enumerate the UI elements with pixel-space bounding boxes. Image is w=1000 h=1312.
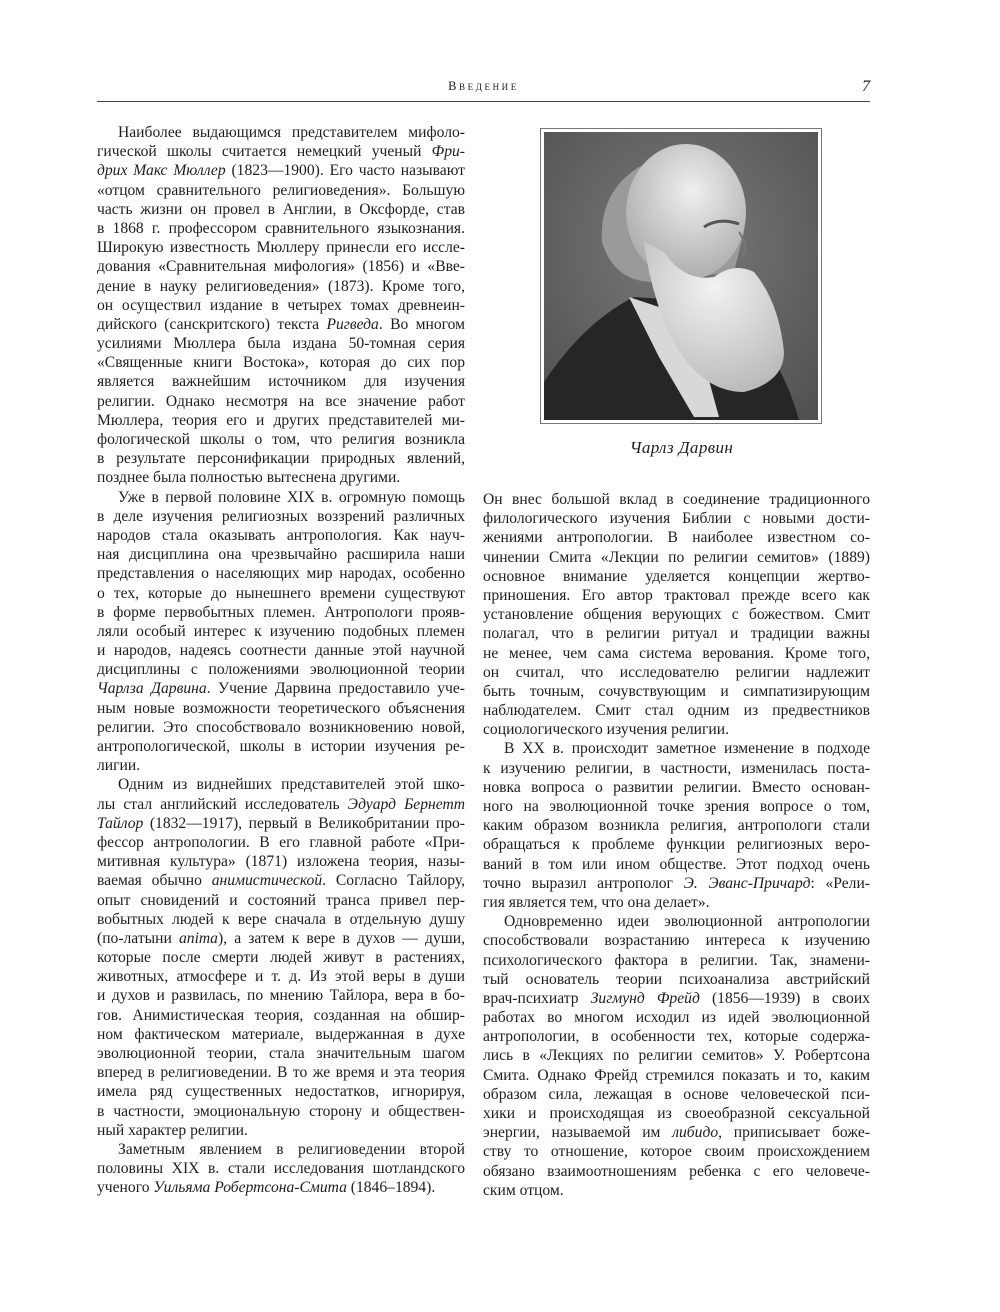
text-run: полагал, что в религии ритуал и традиции важны	[483, 625, 870, 643]
italic-text-run: анимистической	[211, 872, 323, 890]
section-title: Введение	[448, 79, 519, 93]
text-run: ляли особый интерес к изучению подобных племен	[97, 622, 465, 640]
text-run: быть точным, сочувствующим и симпатизирующим	[483, 682, 870, 700]
text-line	[483, 624, 870, 643]
text-run: в 1868 г. профессором сравнительного языкознания.	[97, 219, 465, 237]
paragraph	[97, 123, 465, 488]
text-run: к изучению религии, в частности, изменилась поста-	[483, 759, 870, 777]
text-line	[97, 238, 465, 257]
paragraph	[483, 490, 870, 739]
text-line	[483, 874, 870, 893]
text-run: ным новые возможности теоретического объяснения	[97, 699, 465, 717]
text-line	[483, 644, 870, 663]
text-run: представления о населяющих мир народах, особенно	[97, 565, 465, 583]
text-run: дийского (санскритского) текста	[97, 315, 327, 333]
text-line	[483, 970, 870, 989]
text-line	[97, 315, 465, 334]
text-run: ), а затем к вере в духов — души,	[217, 929, 465, 947]
text-run: (1856—1939) в своих	[699, 989, 871, 1007]
text-run: Мюллера, теория его и других представителей ми-	[97, 411, 465, 429]
running-head	[97, 79, 870, 102]
text-run: эволюционной теории, стала значительным шагом	[97, 1045, 465, 1062]
text-line	[97, 967, 465, 986]
text-line	[483, 1181, 870, 1200]
italic-text-run: anima	[178, 929, 218, 947]
text-line	[97, 296, 465, 315]
text-run: работах во многом исходил из идей эволюционной	[483, 1009, 870, 1027]
text-run: жениями антропологии. В наиболее известном со-	[483, 529, 870, 547]
text-run: часть жизни он провел в Англии, в Оксфорде, став	[97, 200, 465, 218]
text-run: хики и происходящая из своеобразной сексуальной	[483, 1105, 870, 1122]
text-line	[97, 181, 465, 200]
text-run: ном фактическом материале, выдержанная в духе	[97, 1025, 465, 1043]
figure-caption: Чарлз Дарвин	[629, 438, 734, 457]
text-line	[97, 430, 465, 449]
text-run: в форме первобытных племен. Антропологи прояв-	[97, 603, 465, 621]
text-run: дования «Сравнительная мифология» (1856) и «Вве-	[97, 258, 465, 276]
text-run: лы стал английский исследователь	[97, 795, 348, 813]
text-run: дение в науку религиоведения» (1873). Кроме того,	[97, 277, 465, 295]
text-line	[97, 584, 465, 603]
text-line	[97, 1121, 465, 1140]
text-run: Одновременно идеи эволюционной антропологии	[504, 913, 870, 931]
text-run: в результате персонификации природных явлений,	[97, 450, 465, 468]
text-run: образом сила, лежащая в основе человеческой пси-	[483, 1085, 870, 1103]
text-line	[97, 449, 465, 468]
text-run: социологического изучения религии.	[483, 721, 730, 739]
text-run: антропологической, школы в истории изучения ре-	[97, 738, 465, 755]
text-line	[97, 1082, 465, 1101]
text-run: дисциплины с положениями эволюционной теории	[97, 661, 465, 679]
text-line	[483, 797, 870, 816]
text-run: . Учение Дарвина предоставило уче-	[206, 680, 465, 698]
text-run: ная дисциплина она чрезвычайно расширила наши	[97, 546, 465, 564]
text-run: и народов, надеясь соотнести данные этой научной	[97, 642, 465, 660]
text-line	[483, 1027, 870, 1046]
text-run: о тех, которые до нынешнего времени существуют	[97, 584, 465, 602]
text-line	[483, 663, 870, 682]
text-run: энергии, называемой им	[483, 1124, 673, 1142]
text-line	[97, 603, 465, 622]
italic-text-run: Зигмунд Фрейд	[590, 989, 700, 1007]
paragraph	[97, 775, 465, 1140]
text-line	[97, 411, 465, 430]
text-run: является важнейшим источником для изучения	[97, 373, 465, 391]
text-line	[97, 718, 465, 737]
text-line	[97, 852, 465, 871]
text-line	[97, 756, 465, 775]
text-run: ученого	[97, 1179, 154, 1197]
italic-text-run: Фри-	[431, 143, 465, 161]
text-run: фологической школы о том, что религия возникла	[97, 431, 465, 448]
paragraph	[483, 912, 870, 1200]
text-run: способствовали возрастанию интереса к изучению	[483, 932, 870, 950]
paragraph	[97, 488, 465, 776]
text-line	[97, 507, 465, 526]
italic-text-run: Э. Эванс-Причард	[683, 874, 811, 892]
text-line	[97, 334, 465, 353]
text-line	[97, 1025, 465, 1044]
text-run: «отцом сравнительного религиоведения». Большую	[97, 181, 465, 199]
text-run: ного на эволюционной точке зрения вопросе о том,	[483, 798, 870, 815]
text-line	[97, 871, 465, 890]
text-run: митивная культура» (1871) изложена теория, назы-	[97, 853, 465, 871]
text-run: установление общения верующих с божеством. Смит	[483, 606, 870, 624]
text-line	[483, 855, 870, 874]
text-run: психологического фактора в религии. Так, знамени-	[483, 951, 870, 969]
text-run: не менее, чем сама система верования. Кроме того,	[483, 644, 870, 662]
text-run: гов. Анимистическая теория, созданная на обшир-	[97, 1006, 465, 1024]
italic-text-run: Чарлза Дарвина	[97, 680, 207, 698]
text-run: (1823—1900). Его часто называют	[225, 162, 465, 180]
text-run: религии. Это способствовало возникновению новой,	[97, 718, 465, 736]
text-line	[483, 931, 870, 950]
text-run: обращаться к проблеме функции религиозных веро-	[483, 836, 870, 854]
text-run: каким образом возникла религия, антропологи стали	[483, 817, 870, 835]
text-run: которые после смерти людей живут в растениях,	[97, 949, 465, 967]
text-line	[483, 1066, 870, 1085]
italic-text-run: Ригведа	[326, 315, 379, 333]
text-run: Наиболее выдающимся представителем мифоло-	[118, 124, 465, 141]
text-run: наблюдателем. Смит стал одним из предвестников	[483, 702, 870, 720]
text-run: народов стала оказывать антропология. Как науч-	[97, 526, 465, 544]
text-line	[97, 814, 465, 833]
text-run: половины XIX в. стали исследования шотландского	[97, 1160, 465, 1178]
text-line	[97, 392, 465, 411]
portrait-photo	[544, 132, 818, 420]
text-line	[97, 219, 465, 238]
italic-text-run: Эдуард Бернетт	[347, 795, 465, 813]
text-line	[483, 701, 870, 720]
text-run: Заметным явлением в религиоведении второй	[118, 1140, 465, 1158]
text-line	[483, 739, 870, 758]
text-line	[483, 548, 870, 567]
text-run: фессор антропологии. В его главной работе «При-	[97, 833, 465, 851]
text-line	[483, 1104, 870, 1123]
text-run: . Согласно Тайлору,	[322, 872, 465, 890]
text-run: основное внимание уделяется концепции жертво-	[483, 567, 870, 585]
text-run: В XX в. происходит заметное изменение в подходе	[504, 740, 870, 758]
text-line	[483, 816, 870, 835]
text-line	[97, 948, 465, 967]
text-run: Он внес большой вклад в соединение традиционного	[483, 491, 870, 508]
left-column	[97, 123, 465, 1198]
text-run: «Священные книги Востока», которая до сих пор	[97, 354, 465, 372]
text-line	[97, 468, 465, 487]
text-line	[97, 372, 465, 391]
text-line	[483, 912, 870, 931]
text-run: (1832—1917), первый в Великобритании про-	[143, 814, 465, 832]
text-line	[97, 257, 465, 276]
text-line	[483, 720, 870, 739]
text-line	[97, 737, 465, 756]
text-line	[97, 123, 465, 142]
text-line	[97, 660, 465, 679]
text-run: ским отцом.	[483, 1181, 564, 1199]
text-line	[483, 605, 870, 624]
text-run: он осуществил издание в четырех томах древнеин-	[97, 296, 465, 314]
text-line	[97, 622, 465, 641]
text-run: (по-латыни	[97, 929, 179, 947]
text-line	[97, 1063, 465, 1082]
text-run: имела ряд существенных недостатков, игнорируя,	[97, 1083, 465, 1101]
text-line	[97, 1006, 465, 1025]
text-line	[97, 1140, 465, 1159]
text-line	[97, 1102, 465, 1121]
text-line	[483, 567, 870, 586]
text-line	[483, 989, 870, 1008]
text-run: Широкую известность Мюллеру принесли его иссле-	[97, 239, 465, 257]
text-run: вобытных людей к вере сначала в отдельную душу	[97, 910, 465, 928]
text-line	[483, 778, 870, 797]
text-run: вперед в религиоведении. В то же время и эта теория	[97, 1064, 465, 1082]
text-run: и духов и развилась, по мнению Тайлора, вера в бо-	[97, 987, 465, 1005]
text-line	[483, 1123, 870, 1142]
text-line	[483, 1008, 870, 1027]
text-run: животных, атмосфере и т. д. Из этой веры в души	[97, 968, 465, 986]
text-run: точно выразил антрополог	[483, 874, 684, 892]
text-line	[483, 1046, 870, 1065]
text-run: лись в «Лекциях по религии семитов» У. Робертсона	[483, 1047, 870, 1065]
text-line	[97, 929, 465, 948]
text-run: ству то отношение, которое своим происхождением	[483, 1143, 870, 1161]
text-line	[97, 1044, 465, 1063]
text-line	[97, 545, 465, 564]
text-line	[97, 1159, 465, 1178]
text-run: Одним из виднейших представителей этой шко-	[118, 776, 465, 794]
text-run: приношения. Его автор трактовал прежде всего как	[483, 586, 870, 604]
text-run: лигии.	[97, 757, 141, 775]
text-line	[483, 682, 870, 701]
text-run: гия является тем, что она делает».	[483, 893, 710, 911]
text-line	[97, 891, 465, 910]
text-run: усилиями Мюллера была издана 50-томная серия	[97, 335, 465, 353]
text-run: Смита. Однако Фрейд стремился показать и то, каким	[483, 1066, 870, 1084]
text-run: он считал, что исследователю религии надлежит	[483, 663, 870, 681]
text-run: чинении Смита «Лекции по религии семитов» (1889)	[483, 548, 870, 566]
text-line	[97, 641, 465, 660]
text-line	[97, 795, 465, 814]
paragraph	[483, 739, 870, 912]
text-line	[483, 586, 870, 605]
text-run: в деле изучения религиозных воззрений различных	[97, 507, 465, 525]
text-line	[483, 509, 870, 528]
text-line	[97, 200, 465, 219]
text-line	[97, 353, 465, 372]
text-line	[483, 951, 870, 970]
text-run: филологического изучения Библии с новыми дости-	[483, 510, 870, 528]
text-line	[97, 679, 465, 698]
text-run: опыт сновидений и состояний транса привел пер-	[97, 891, 465, 909]
text-line	[97, 699, 465, 718]
text-run: , приписывает боже-	[718, 1124, 870, 1142]
text-line	[483, 893, 870, 912]
italic-text-run: Тайлор	[97, 814, 144, 832]
text-run: обязано взаимоотношениям ребенка с его человече-	[483, 1162, 870, 1180]
text-run: ваемая обычно	[97, 872, 212, 890]
text-run: ный характер религии.	[97, 1121, 248, 1139]
text-run: ваний в том или ином обществе. Этот подход очень	[483, 855, 870, 873]
italic-text-run: Уильяма Робертсона-Смита	[153, 1179, 347, 1197]
text-line	[97, 986, 465, 1005]
italic-text-run: либидо	[672, 1124, 719, 1142]
text-line	[483, 1162, 870, 1181]
text-line	[97, 142, 465, 161]
text-line	[483, 1085, 870, 1104]
text-line	[483, 835, 870, 854]
text-line	[97, 488, 465, 507]
text-line	[97, 564, 465, 583]
text-run: новка вопроса о развитии религии. Вместо основан-	[483, 778, 870, 796]
darwin-portrait	[540, 128, 822, 424]
right-column	[483, 490, 870, 1200]
text-line	[483, 490, 870, 509]
text-line	[97, 526, 465, 545]
text-run: религии. Однако несмотря на все значение работ	[97, 392, 465, 410]
text-run: врач-психиатр	[483, 989, 591, 1007]
text-line	[97, 833, 465, 852]
text-line	[483, 759, 870, 778]
italic-text-run: дрих Макс Мюллер	[97, 162, 226, 180]
text-run: в частности, эмоциональную сторону и обществен-	[97, 1102, 465, 1120]
text-run: Уже в первой половине XIX в. огромную помощь	[118, 488, 465, 506]
text-run: . Во многом	[378, 315, 465, 333]
text-line	[97, 1178, 465, 1197]
text-run: гической школы считается немецкий ученый	[97, 143, 432, 161]
text-line	[97, 910, 465, 929]
text-run: (1846–1894).	[346, 1179, 436, 1197]
text-line	[97, 277, 465, 296]
paragraph	[97, 1140, 465, 1198]
page-number: 7	[862, 78, 870, 95]
text-run: тый основатель теории психоанализа австрийский	[483, 970, 870, 988]
text-run: : «Рели-	[810, 874, 870, 892]
text-run: антропологии, в особенности тех, которые содержа-	[483, 1028, 870, 1046]
text-line	[483, 1142, 870, 1161]
text-line	[97, 161, 465, 180]
text-line	[97, 775, 465, 794]
text-line	[483, 528, 870, 547]
text-run: позднее была полностью вытеснена другими.	[97, 469, 401, 487]
